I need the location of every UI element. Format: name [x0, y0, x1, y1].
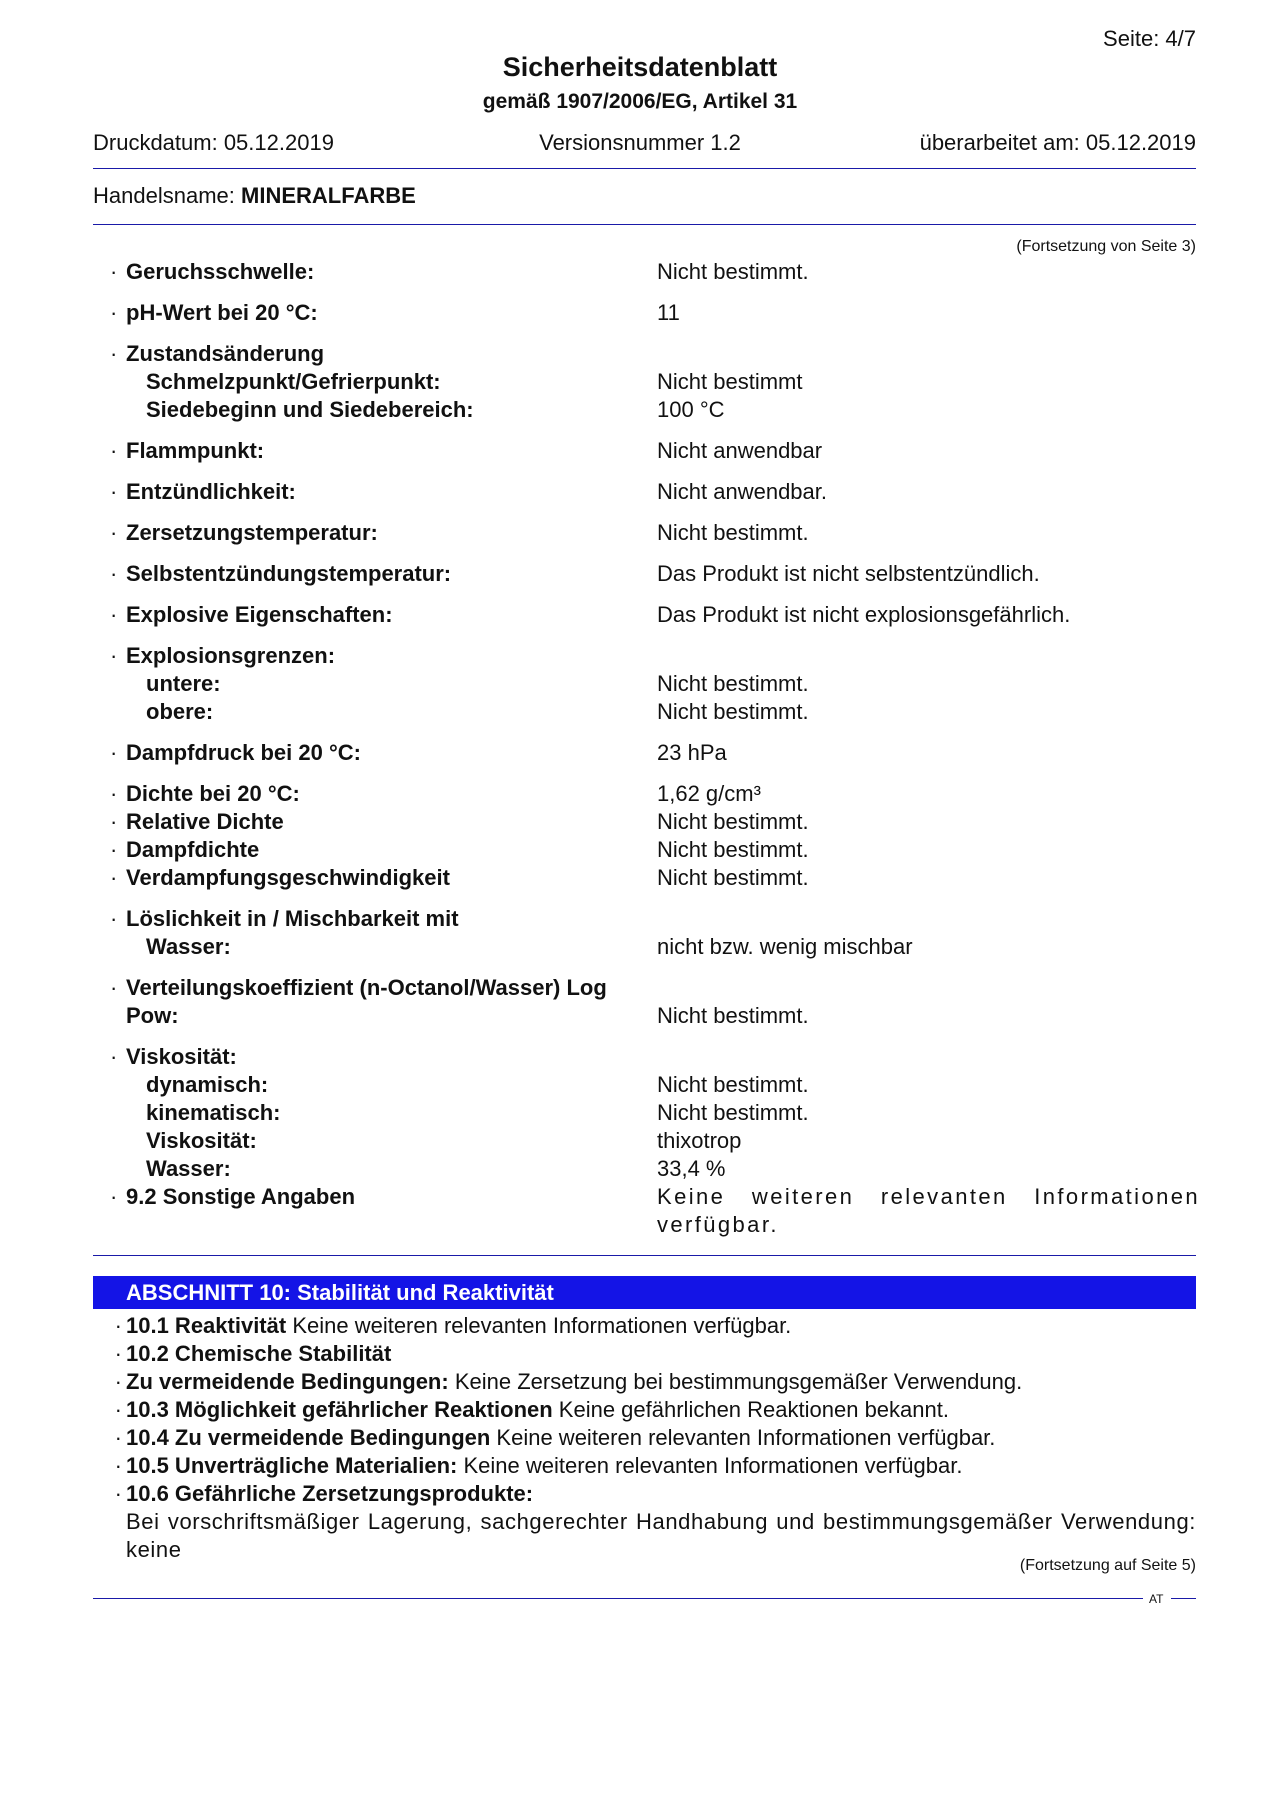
property-value: Das Produkt ist nicht selbstentzündlich. [657, 561, 1040, 586]
property-label: obere: [146, 699, 214, 724]
section-line-text: Keine weiteren relevanten Informationen verfügbar. [457, 1453, 963, 1478]
section-line: · 10.1 Reaktivität Keine weiteren relevanten Informationen verfügbar. [114, 1313, 792, 1338]
section-line-text: Keine weiteren relevanten Informationen verfügbar. [490, 1425, 996, 1450]
property-row: · Relative Dichte Nicht bestimmt. [110, 808, 1200, 836]
property-row: · 9.2 Sonstige Angaben Keine weiteren relevanten Informationen verfügbar. [110, 1184, 1200, 1237]
property-row: · Geruchsschwelle: Nicht bestimmt. [110, 258, 1200, 286]
footer-divider [93, 1592, 1196, 1606]
property-row [110, 1155, 1200, 1183]
property-label: Dampfdruck bei 20 °C: [126, 740, 361, 765]
header-divider [93, 168, 1196, 169]
section-line: · 10.2 Chemische Stabilität [114, 1341, 392, 1366]
property-label: pH-Wert bei 20 °C: [126, 300, 318, 325]
section-line-label: 10.2 Chemische Stabilität [126, 1341, 392, 1366]
property-label: Löslichkeit in / Mischbarkeit mit [126, 906, 459, 931]
property-row: · Dampfdruck bei 20 °C: 23 hPa [110, 739, 1200, 767]
property-label: untere: [146, 671, 221, 696]
property-label: dynamisch: [146, 1072, 269, 1097]
document-subtitle: gemäß 1907/2006/EG, Artikel 31 [482, 90, 798, 113]
property-row: · Entzündlichkeit: Nicht anwendbar. [110, 478, 1200, 506]
section-line: · 10.3 Möglichkeit gefährlicher Reaktionen Keine gefährlichen Reaktionen bekannt. [114, 1397, 949, 1422]
property-row [110, 1127, 1200, 1155]
property-row: · Zersetzungstemperatur: Nicht bestimmt. [110, 519, 1200, 547]
property-label: Verteilungskoeffizient (n-Octanol/Wasser) Log [126, 975, 607, 1000]
property-row [110, 1002, 1200, 1030]
section-line-label: 10.5 Unverträgliche Materialien: [126, 1453, 458, 1478]
property-row: · pH-Wert bei 20 °C: 11 [110, 299, 1200, 327]
property-label: Verdampfungsgeschwindigkeit [126, 865, 450, 890]
section-10-content [93, 1312, 1196, 1564]
section-line: · 10.5 Unverträgliche Materialien: Keine weiteren relevanten Informationen verfügbar. [114, 1453, 963, 1478]
property-row: · Explosionsgrenzen: [110, 643, 336, 668]
property-label: Geruchsschwelle: [126, 259, 315, 284]
section-line: · 10.4 Zu vermeidende Bedingungen Keine weiteren relevanten Informationen verfügbar. [114, 1425, 996, 1450]
section-line-label: 10.3 Möglichkeit gefährlicher Reaktionen [126, 1397, 553, 1422]
property-value: 23 hPa [657, 740, 727, 765]
property-value: Nicht bestimmt. [657, 520, 809, 545]
continued-on: (Fortsetzung auf Seite 5) [1019, 1557, 1196, 1574]
country-code: AT [1149, 1592, 1164, 1606]
property-row: · Dampfdichte Nicht bestimmt. [110, 836, 1200, 864]
property-row: · Explosive Eigenschaften: Das Produkt ist nicht explosionsgefährlich. [110, 601, 1200, 629]
property-value: thixotrop [657, 1128, 742, 1153]
property-row: · Dichte bei 20 °C: 1,62 g/cm³ [110, 780, 1200, 808]
trade-name-line [93, 183, 416, 209]
property-value: Nicht bestimmt [657, 369, 803, 394]
property-value: Nicht anwendbar. [657, 479, 827, 504]
property-label: Siedebeginn und Siedebereich: [146, 397, 474, 422]
physical-properties-list [110, 258, 1200, 1239]
property-value: 1,62 g/cm³ [657, 781, 761, 806]
property-value: Nicht bestimmt. [657, 1003, 809, 1028]
section-line-label: 10.1 Reaktivität [126, 1313, 287, 1338]
section-10-heading: ABSCHNITT 10: Stabilität und Reaktivität [93, 1276, 1196, 1309]
property-label: Explosive Eigenschaften: [126, 602, 393, 627]
property-value: Nicht bestimmt. [657, 1072, 809, 1097]
property-label: 9.2 Sonstige Angaben [126, 1184, 356, 1209]
property-row: · Selbstentzündungstemperatur: Das Produkt ist nicht selbstentzündlich. [110, 560, 1200, 588]
property-label: Schmelzpunkt/Gefrierpunkt: [146, 369, 441, 394]
property-row [110, 396, 1200, 424]
property-label: Dichte bei 20 °C: [126, 781, 300, 806]
property-value: Nicht bestimmt. [657, 809, 809, 834]
trade-name-label: Handelsname: [93, 183, 235, 208]
property-row [110, 698, 1200, 726]
print-date: Druckdatum: 05.12.2019 [93, 130, 334, 155]
property-row: · Verteilungskoeffizient (n-Octanol/Wasser) Log [110, 975, 607, 1000]
revision-date: überarbeitet am: 05.12.2019 [919, 130, 1196, 155]
continued-from: (Fortsetzung von Seite 3) [1016, 238, 1196, 255]
section-line-text: Keine weiteren relevanten Informationen verfügbar. [286, 1313, 792, 1338]
property-row [110, 670, 1200, 698]
property-row: · Viskosität: [110, 1044, 237, 1069]
section-line-label: 10.4 Zu vermeidende Bedingungen [126, 1425, 491, 1450]
property-value: Nicht bestimmt. [657, 259, 809, 284]
property-value: Nicht bestimmt. [657, 865, 809, 890]
property-value: Keine weiteren relevanten Informationen verfügbar. [657, 1184, 1200, 1237]
page-number: Seite: 4/7 [1103, 26, 1196, 51]
property-value: nicht bzw. wenig mischbar [657, 934, 913, 959]
property-label: Zustandsänderung [126, 341, 325, 366]
property-label: Explosionsgrenzen: [126, 643, 336, 668]
property-row: · Zustandsänderung [110, 341, 325, 366]
section-divider [93, 1255, 1196, 1256]
property-value: 100 °C [657, 397, 725, 422]
section-line: · Zu vermeidende Bedingungen: Keine Zersetzung bei bestimmungsgemäßer Verwendung. [114, 1369, 1023, 1394]
property-value: Nicht bestimmt. [657, 1100, 809, 1125]
property-label: Zersetzungstemperatur: [126, 520, 378, 545]
section-line: · 10.6 Gefährliche Zersetzungsprodukte: [114, 1481, 534, 1506]
property-value: 11 [657, 300, 680, 325]
property-row: · Löslichkeit in / Mischbarkeit mit [110, 906, 459, 931]
property-label: Selbstentzündungstemperatur: [126, 561, 452, 586]
property-value: Nicht anwendbar [657, 438, 823, 463]
property-row [110, 368, 1200, 396]
property-value: 33,4 % [657, 1156, 726, 1181]
version-number: Versionsnummer 1.2 [539, 130, 741, 155]
property-label: Wasser: [146, 934, 231, 959]
section-line-label: 10.6 Gefährliche Zersetzungsprodukte: [126, 1481, 534, 1506]
document-title: Sicherheitsdatenblatt [502, 52, 778, 82]
property-value: Nicht bestimmt. [657, 671, 809, 696]
property-value: Nicht bestimmt. [657, 699, 809, 724]
property-label: Entzündlichkeit: [126, 479, 296, 504]
property-value: Nicht bestimmt. [657, 837, 809, 862]
property-label: Relative Dichte [126, 809, 284, 834]
trade-name: MINERALFARBE [241, 183, 416, 208]
property-label: Pow: [126, 1003, 179, 1028]
property-label: Dampfdichte [126, 837, 260, 862]
property-label: Viskosität: [126, 1044, 237, 1069]
property-label: Flammpunkt: [126, 438, 265, 463]
property-label: Viskosität: [146, 1128, 257, 1153]
section-line-text: Keine Zersetzung bei bestimmungsgemäßer Verwendung. [448, 1369, 1023, 1394]
property-row: · Verdampfungsgeschwindigkeit Nicht bestimmt. [110, 864, 1200, 892]
property-row [110, 1071, 1200, 1099]
property-row [110, 1099, 1200, 1127]
property-row: · Flammpunkt: Nicht anwendbar [110, 437, 1200, 465]
property-value: Das Produkt ist nicht explosionsgefährlich. [657, 602, 1071, 627]
section-line-text: Keine gefährlichen Reaktionen bekannt. [552, 1397, 949, 1422]
trade-name-divider [93, 224, 1196, 225]
property-row [110, 933, 1200, 961]
property-label: Wasser: [146, 1156, 231, 1181]
property-label: kinematisch: [146, 1100, 281, 1125]
decomposition-products-text: Bei vorschriftsmäßiger Lagerung, sachgerechter Handhabung und bestimmungsgemäßer Verwendung: keine [126, 1509, 1196, 1562]
section-line-label: Zu vermeidende Bedingungen: [126, 1369, 449, 1394]
